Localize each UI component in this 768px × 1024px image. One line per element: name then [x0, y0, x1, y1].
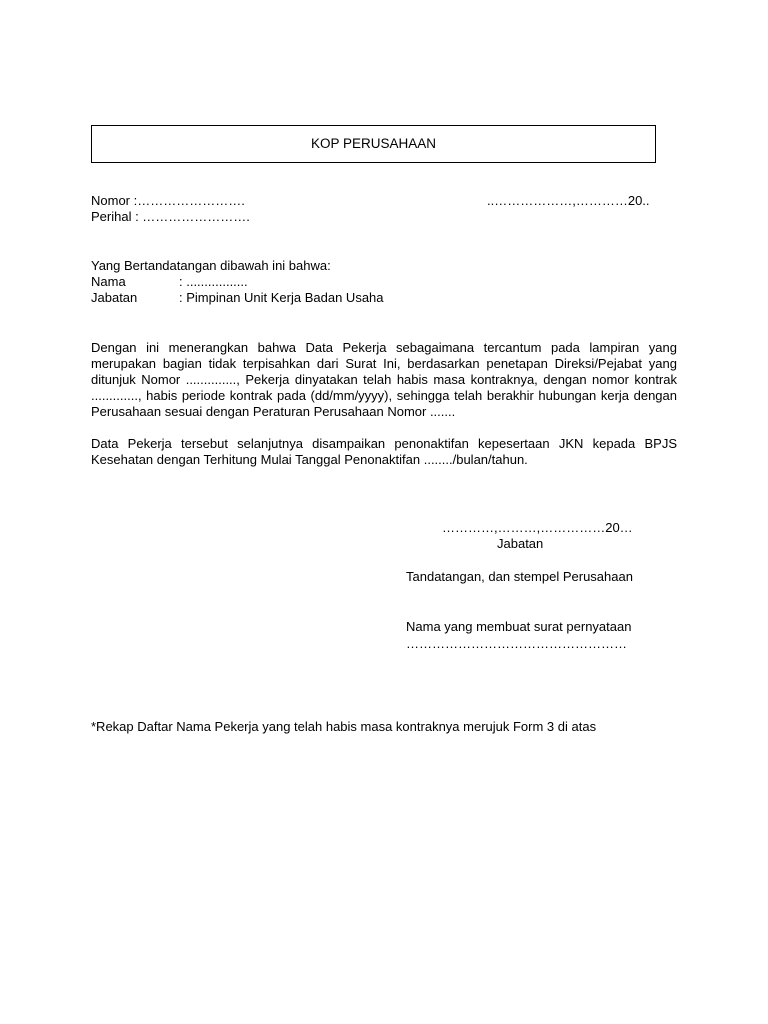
signatory-intro: Yang Bertandatangan dibawah ini bahwa:: [91, 258, 331, 273]
body-paragraph-1: Dengan ini menerangkan bahwa Data Pekerja sebagaimana tercantum pada lampiran yang merupakan bagian tidak terpisahkan dari Surat Ini, berdasarkan penetapan Direksi/Pejabat yang ditunjuk Nomor .............., Pekerja dinyatakan telah habis masa kontraknya, dengan nomor kontrak ............., habis periode kontrak pada (dd/mm/yyyy), sehingga telah berakhir hubungan kerja dengan Perusahaan sesuai dengan Peraturan Perusahaan Nomor .......: [91, 340, 677, 419]
position-label: Jabatan: [91, 290, 138, 305]
letter-number: Nomor :…………………….: [91, 193, 245, 208]
signer-name-label: Nama yang membuat surat pernyataan: [406, 619, 632, 634]
letter-subject: Perihal : …………………….: [91, 209, 250, 224]
name-value: : .................: [179, 274, 248, 289]
signatory-position-row: [91, 290, 384, 306]
letterhead-title: KOP PERUSAHAAN: [310, 136, 437, 151]
signature-date: …………,………,……………20…: [442, 520, 633, 535]
signatory-name-row: [91, 274, 248, 290]
letter-date: ..………………,…………20..: [487, 193, 650, 208]
company-letterhead-box: [91, 125, 656, 163]
signature-position: Jabatan: [497, 536, 544, 551]
body-paragraph-2: Data Pekerja tersebut selanjutnya disampaikan penonaktifan kepesertaan JKN kepada BPJS Kesehatan dengan Terhitung Mulai Tanggal Penonaktifan ......../bulan/tahun.: [91, 436, 677, 467]
signer-name-dots: ……………………………………………: [406, 636, 627, 651]
footnote: *Rekap Daftar Nama Pekerja yang telah habis masa kontraknya merujuk Form 3 di atas: [91, 719, 597, 734]
signature-stamp-note: Tandatangan, dan stempel Perusahaan: [406, 569, 633, 584]
name-label: Nama: [91, 274, 126, 289]
position-value: : Pimpinan Unit Kerja Badan Usaha: [179, 290, 384, 305]
